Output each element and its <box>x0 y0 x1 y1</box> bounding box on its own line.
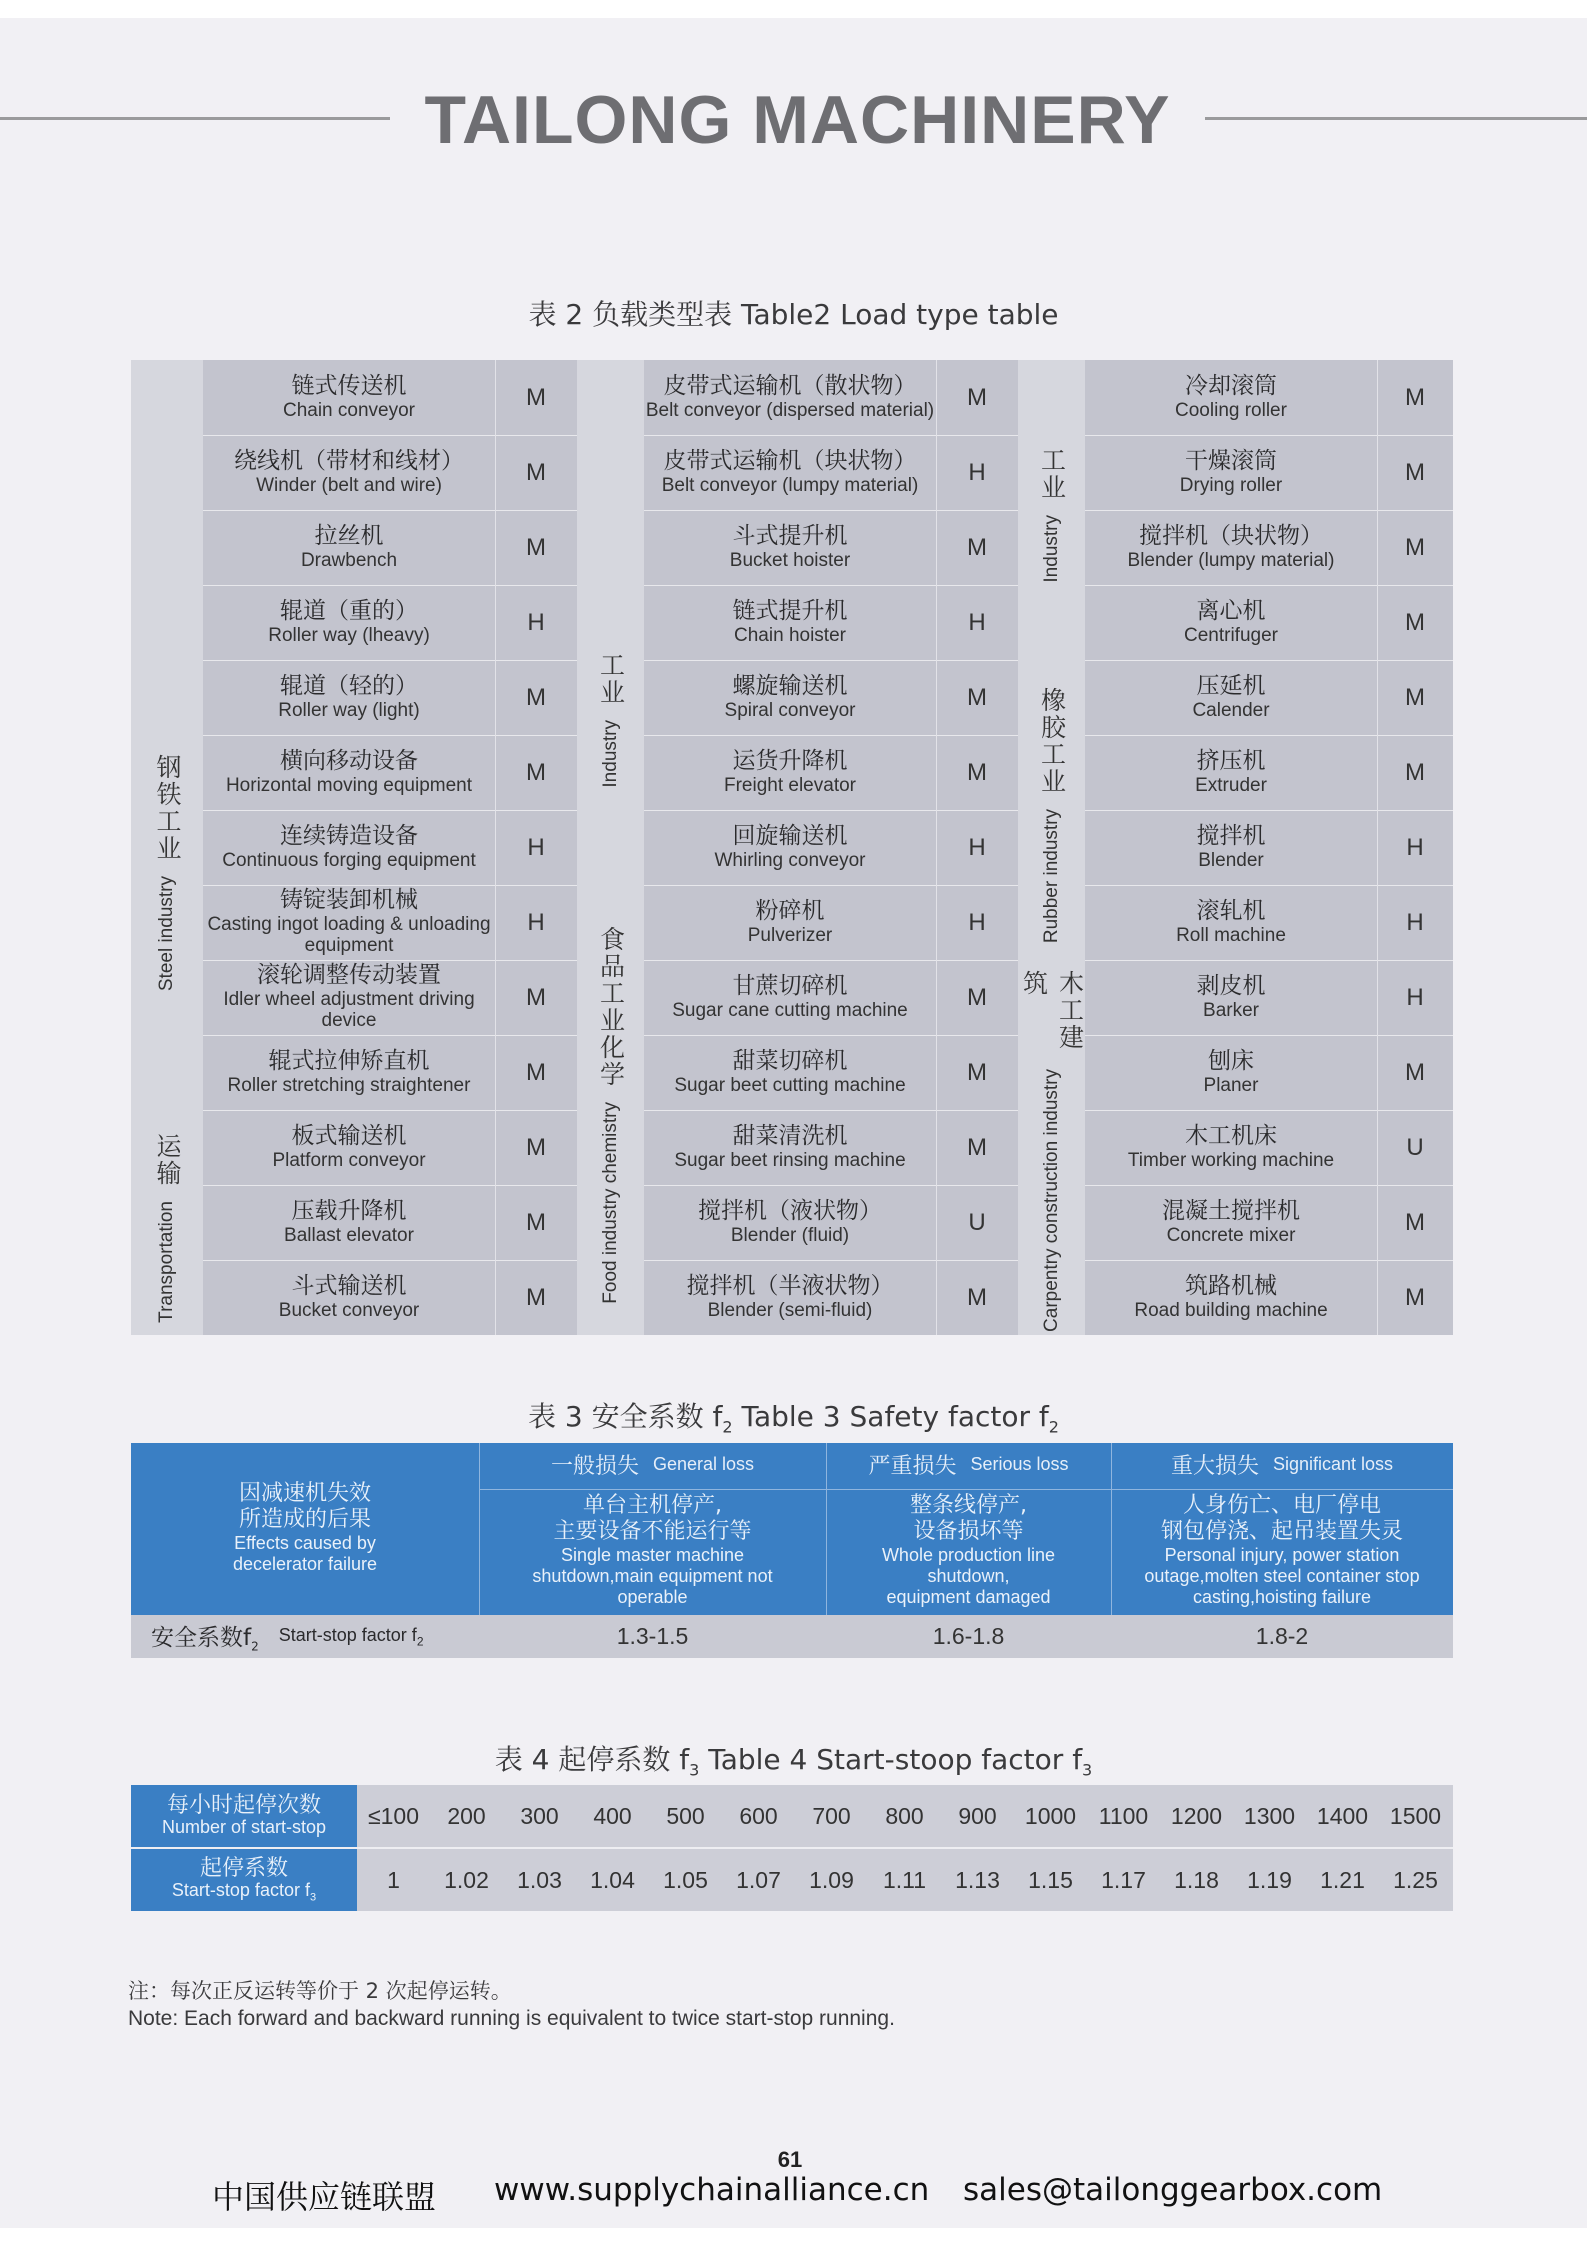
load-type-code: M <box>1405 608 1425 636</box>
load-item-name-zh: 筑路机械 <box>1185 1272 1277 1299</box>
load-item-cell <box>644 735 936 810</box>
start-stop-factor-value: 1.13 <box>955 1866 1000 1893</box>
load-item-cell <box>644 885 936 960</box>
starts-per-hour-value: 1200 <box>1170 1802 1223 1829</box>
starts-per-hour-value: 1000 <box>1024 1802 1077 1829</box>
load-item-name-en: Freight elevator <box>723 774 856 796</box>
starts-per-hour-value: 300 <box>520 1802 559 1829</box>
header-rule-left <box>0 117 390 120</box>
start-stop-factor-value: 1.07 <box>736 1866 781 1893</box>
starts-per-hour-label: 每小时起停次数 Number of start-stop <box>131 1785 357 1847</box>
start-stop-factor-value: 1.02 <box>444 1866 489 1893</box>
load-type-code: H <box>968 833 986 861</box>
load-item-name-zh: 木工机床 <box>1185 1122 1277 1149</box>
load-item-name-zh: 甜菜清洗机 <box>732 1122 848 1149</box>
group-serious-loss: 严重损失 Serious loss <box>868 1453 1069 1479</box>
load-type-code: H <box>527 608 545 636</box>
load-item-name-zh: 滚轮调整传动装置 <box>257 962 441 989</box>
load-item-name-en: Road building machine <box>1134 1299 1328 1321</box>
load-item-name-en: Centrifuger <box>1184 624 1278 646</box>
load-item-cell <box>203 360 495 435</box>
significant-loss-factor: 1.8-2 <box>1255 1623 1309 1649</box>
load-item-name-zh: 斗式提升机 <box>732 522 848 549</box>
industry-category-label <box>131 610 203 1135</box>
load-item-name-en: Belt conveyor (lumpy material) <box>661 474 919 496</box>
load-item-cell <box>203 1110 495 1185</box>
load-item-name-zh: 连续铸造设备 <box>280 822 418 849</box>
industry-category-en: Food industry chemistry <box>599 1102 621 1304</box>
load-item-name-en: Roller way (lheavy) <box>268 624 430 646</box>
load-item-name-en: Drying roller <box>1179 474 1283 496</box>
load-item-name-zh: 绕线机（带材和线材） <box>234 447 464 474</box>
load-type-code: M <box>1405 533 1425 561</box>
load-item-name-en: Chain conveyor <box>282 399 416 421</box>
industry-category-label <box>577 555 644 885</box>
load-item-name-zh: 拉丝机 <box>314 522 384 549</box>
starts-per-hour-value: 1100 <box>1098 1802 1149 1829</box>
load-item-cell <box>644 510 936 585</box>
load-item-name-zh: 皮带式运输机（散状物） <box>663 372 917 399</box>
load-item-cell <box>1085 885 1377 960</box>
load-item-name-en: Pulverizer <box>747 924 833 946</box>
load-type-code: M <box>1405 758 1425 786</box>
load-item-cell <box>1085 1185 1377 1260</box>
table3-caption: 表 3 安全系数 $f_2$ Table 3 Safety factor $f_2$ <box>528 1400 1059 1437</box>
load-item-name-en: Extruder <box>1195 774 1267 796</box>
start-stop-factor-value: 1.18 <box>1174 1866 1219 1893</box>
load-item-cell <box>1085 660 1377 735</box>
header-rule-right <box>1205 117 1587 120</box>
load-type-code: M <box>526 1058 546 1086</box>
industry-category-label <box>577 900 644 1330</box>
load-item-name-zh: 压载升降机 <box>291 1197 407 1224</box>
load-item-name-en: Winder (belt and wire) <box>256 474 442 496</box>
load-item-name-zh: 离心机 <box>1196 597 1266 624</box>
load-type-code: M <box>967 683 987 711</box>
starts-per-hour-value: 700 <box>812 1802 851 1829</box>
load-item-name-en: Ballast elevator <box>284 1224 414 1246</box>
load-type-code: M <box>526 383 546 411</box>
load-item-name-zh: 粉碎机 <box>755 897 825 924</box>
start-stop-factor-value: 1.15 <box>1028 1866 1073 1893</box>
safety-factor-row-label: 安全系数$f_2$ Start-stop factor $f_2$ <box>151 1624 424 1654</box>
load-item-name-zh: 螺旋输送机 <box>732 672 848 699</box>
load-type-code: H <box>968 608 986 636</box>
significant-loss-description: 人身伤亡、电厂停电 钢包停浇、起吊装置失灵 Personal injury, power station outage,molten steel container stop casting,hoisting failure <box>1144 1493 1420 1608</box>
load-item-name-zh: 铸锭装卸机械 <box>280 887 418 914</box>
table4-caption: 表 4 起停系数 $f_3$ Table 4 Start-stoop factor $f_3$ <box>494 1743 1093 1780</box>
note-english: Note: Each forward and backward running is equivalent to twice start-stop running. <box>128 2007 895 2030</box>
industry-category-en: Rubber industry <box>1040 808 1062 944</box>
load-item-cell <box>203 435 495 510</box>
start-stop-factor-value: 1 <box>387 1866 400 1893</box>
load-item-cell <box>203 810 495 885</box>
load-item-name-zh: 皮带式运输机（块状物） <box>663 447 917 474</box>
load-item-name-en: Chain hoister <box>734 624 846 646</box>
load-item-name-zh: 甘蔗切碎机 <box>732 972 848 999</box>
load-item-cell <box>1085 735 1377 810</box>
load-item-name-zh: 滚轧机 <box>1196 897 1266 924</box>
industry-category-en: Carpentry construction industry <box>1040 1069 1062 1332</box>
load-item-name-zh: 搅拌机（半液状物） <box>686 1272 894 1299</box>
group-general-loss: 一般损失 General loss <box>550 1453 755 1479</box>
load-item-name-zh: 甜菜切碎机 <box>732 1047 848 1074</box>
load-type-code: M <box>526 533 546 561</box>
load-type-code: M <box>526 1133 546 1161</box>
industry-category-zh: 钢铁工业 <box>153 753 182 862</box>
load-item-cell <box>644 1110 936 1185</box>
industry-category-zh: 食品工业化学 <box>596 926 626 1089</box>
load-type-code: H <box>527 833 545 861</box>
load-item-name-en: Sugar beet rinsing machine <box>674 1149 906 1171</box>
starts-per-hour-value: 1400 <box>1316 1802 1369 1829</box>
load-type-code: M <box>1405 458 1425 486</box>
load-item-name-zh: 挤压机 <box>1196 747 1266 774</box>
load-type-code: H <box>1406 833 1424 861</box>
safety-factor-table <box>131 1443 1453 1658</box>
load-type-code: H <box>1406 908 1424 936</box>
load-type-code: M <box>1405 1058 1425 1086</box>
load-item-cell <box>644 1185 936 1260</box>
load-type-code: M <box>967 1058 987 1086</box>
load-item-name-zh: 横向移动设备 <box>280 747 418 774</box>
load-item-name-zh: 回旋输送机 <box>732 822 848 849</box>
starts-per-hour-value: ≤100 <box>368 1802 419 1829</box>
start-stop-factor-value: 1.17 <box>1101 1866 1146 1893</box>
load-item-cell <box>1085 435 1377 510</box>
load-type-code: H <box>968 908 986 936</box>
load-item-name-zh: 辊式拉伸矫直机 <box>268 1047 430 1074</box>
load-type-code: M <box>1405 1283 1425 1311</box>
load-type-code: U <box>1406 1133 1424 1161</box>
load-item-cell <box>1085 1260 1377 1335</box>
starts-per-hour-value: 1300 <box>1243 1802 1296 1829</box>
note-chinese: 注：每次正反运转等价于 2 次起停运转。 <box>128 1979 512 2003</box>
brand-title: TAILONG MACHINERY <box>424 82 1171 158</box>
starts-per-hour-value: 1500 <box>1389 1802 1442 1829</box>
load-item-cell <box>203 960 495 1035</box>
load-type-code: M <box>967 1283 987 1311</box>
load-item-cell <box>203 1260 495 1335</box>
load-item-name-en: Drawbench <box>300 549 398 571</box>
load-item-cell <box>1085 585 1377 660</box>
load-item-cell <box>1085 510 1377 585</box>
industry-category-zh: 橡胶工业 <box>1037 686 1067 795</box>
load-type-code: M <box>967 383 987 411</box>
load-item-cell <box>203 660 495 735</box>
starts-per-hour-value: 500 <box>666 1802 705 1829</box>
load-item-name-en: Concrete mixer <box>1166 1224 1296 1246</box>
start-stop-factor-table <box>131 1785 1453 1911</box>
load-item-name-zh: 辊道（轻的） <box>280 672 418 699</box>
load-item-name-zh: 刨床 <box>1208 1047 1254 1074</box>
safety-corner-label: 因减速机失效 所造成的后果 Effects caused by decelerator failure <box>232 1481 378 1575</box>
industry-category-label <box>131 1120 203 1335</box>
load-type-table <box>131 360 1453 1335</box>
start-stop-factor-value: 1.05 <box>663 1866 708 1893</box>
load-item-cell <box>644 1260 936 1335</box>
group-significant-loss: 重大损失 Significant loss <box>1170 1453 1394 1479</box>
load-item-name-en: Blender <box>1198 849 1264 871</box>
load-type-code: M <box>526 1283 546 1311</box>
load-item-cell <box>203 885 495 960</box>
load-item-cell <box>203 585 495 660</box>
industry-category-label <box>1018 675 1085 955</box>
load-item-cell <box>203 510 495 585</box>
load-type-code: M <box>967 533 987 561</box>
load-item-name-zh: 辊道（重的） <box>280 597 418 624</box>
load-item-name-zh: 压延机 <box>1196 672 1266 699</box>
industry-category-en: Industry <box>1040 515 1062 583</box>
load-item-name-en: Calender <box>1192 699 1270 721</box>
load-item-name-en: Continuous forging equipment <box>222 849 476 871</box>
load-item-cell <box>644 360 936 435</box>
load-type-code: M <box>967 983 987 1011</box>
load-item-name-en: Spiral conveyor <box>724 699 856 721</box>
industry-category-zh: 木工建筑 <box>1019 970 1085 1051</box>
start-stop-factor-value: 1.11 <box>882 1866 927 1893</box>
page-header <box>0 75 1587 165</box>
starts-per-hour-value: 900 <box>958 1802 997 1829</box>
load-item-name-zh: 干燥滚筒 <box>1185 447 1277 474</box>
load-item-name-en: Sugar cane cutting machine <box>672 999 908 1021</box>
load-item-name-zh: 冷却滚筒 <box>1185 372 1277 399</box>
load-item-name-en: Belt conveyor (dispersed material) <box>645 399 935 421</box>
load-type-code: M <box>967 758 987 786</box>
serious-loss-description: 整条线停产, 设备损坏等 Whole production line shutdown, equipment damaged <box>881 1493 1056 1608</box>
load-item-name-en: Cooling roller <box>1175 399 1287 421</box>
general-loss-description: 单台主机停产, 主要设备不能运行等 Single master machine shutdown,main equipment not operable <box>532 1493 773 1608</box>
industry-category-en: Industry <box>599 720 621 788</box>
load-item-name-zh: 链式传送机 <box>291 372 407 399</box>
start-stop-factor-value: 1.09 <box>809 1866 854 1893</box>
load-item-cell <box>203 735 495 810</box>
industry-category-en: Transportation <box>156 1200 177 1323</box>
load-item-name-en: Barker <box>1203 999 1259 1021</box>
load-item-cell <box>203 1185 495 1260</box>
load-item-name-zh: 运货升降机 <box>732 747 848 774</box>
load-item-name-zh: 搅拌机 <box>1196 822 1266 849</box>
load-item-cell <box>644 960 936 1035</box>
industry-category-en: Steel industry <box>156 875 177 992</box>
start-stop-factor-value: 1.04 <box>590 1866 635 1893</box>
load-item-cell <box>1085 810 1377 885</box>
starts-per-hour-value: 200 <box>447 1802 486 1829</box>
load-item-name-zh: 混凝土搅拌机 <box>1162 1197 1300 1224</box>
page-number: 61 <box>777 2147 803 2172</box>
load-item-name-en: Timber working machine <box>1127 1149 1335 1171</box>
load-type-code: M <box>1405 383 1425 411</box>
load-type-code: M <box>1405 683 1425 711</box>
industry-category-zh: 工业 <box>596 652 626 707</box>
load-item-name-zh: 搅拌机（液状物） <box>698 1197 882 1224</box>
load-item-cell <box>1085 960 1377 1035</box>
load-type-code: M <box>526 1208 546 1236</box>
footer-organization: 中国供应链联盟 <box>212 2178 437 2216</box>
footer-website-link[interactable]: www.supplychainalliance.cn <box>494 2172 930 2208</box>
load-item-name-en: Blender (fluid) <box>730 1224 850 1246</box>
industry-category-label <box>1018 435 1085 595</box>
load-item-name-en: Sugar beet cutting machine <box>674 1074 906 1096</box>
load-item-cell <box>644 435 936 510</box>
load-item-name-zh: 剥皮机 <box>1196 972 1266 999</box>
load-item-cell <box>644 660 936 735</box>
load-item-name-en: Bucket hoister <box>729 549 851 571</box>
load-item-cell <box>644 585 936 660</box>
load-item-cell <box>644 810 936 885</box>
serious-loss-factor: 1.6-1.8 <box>932 1623 1005 1649</box>
starts-per-hour-value: 400 <box>593 1802 632 1829</box>
load-item-name-en: Horizontal moving equipment <box>225 774 473 796</box>
start-stop-factor-value: 1.03 <box>517 1866 562 1893</box>
load-item-name-zh: 链式提升机 <box>732 597 848 624</box>
load-item-name-en: Roller way (light) <box>278 699 420 721</box>
starts-per-hour-value: 800 <box>885 1802 924 1829</box>
load-type-code: H <box>968 458 986 486</box>
load-type-code: H <box>527 908 545 936</box>
start-stop-factor-label: 起停系数 Start-stop factor $f_3$ <box>131 1849 357 1911</box>
footer-email-link[interactable]: sales@tailonggearbox.com <box>963 2172 1383 2208</box>
load-item-name-en: Blender (semi-fluid) <box>707 1299 873 1321</box>
load-item-name-zh: 搅拌机（块状物） <box>1139 522 1323 549</box>
load-item-name-en: Roll machine <box>1176 924 1286 946</box>
start-stop-factor-value: 1.19 <box>1247 1866 1292 1893</box>
load-item-name-en: Whirling conveyor <box>714 849 866 871</box>
load-item-name-en: Planer <box>1203 1074 1259 1096</box>
load-item-name-en: Casting ingot loading & unloading equipment <box>207 914 491 957</box>
load-item-name-en: Idler wheel adjustment driving device <box>223 989 475 1032</box>
load-item-name-en: Platform conveyor <box>272 1149 426 1171</box>
starts-per-hour-value: 600 <box>739 1802 778 1829</box>
start-stop-factor-value: 1.25 <box>1393 1866 1438 1893</box>
load-item-cell <box>1085 1110 1377 1185</box>
table2-caption: 表 2 负载类型表 Table2 Load type table <box>528 298 1059 331</box>
load-item-cell <box>1085 1035 1377 1110</box>
load-type-code: M <box>967 1133 987 1161</box>
load-type-code: M <box>526 683 546 711</box>
load-type-code: M <box>526 458 546 486</box>
industry-category-zh: 运输 <box>153 1132 182 1187</box>
start-stop-factor-value: 1.21 <box>1320 1866 1365 1893</box>
load-type-code: H <box>1406 983 1424 1011</box>
load-item-name-en: Blender (lumpy material) <box>1127 549 1335 571</box>
general-loss-factor: 1.3-1.5 <box>616 1623 689 1649</box>
industry-category-label <box>1018 970 1085 1332</box>
load-item-name-zh: 板式输送机 <box>291 1122 407 1149</box>
load-type-code: M <box>1405 1208 1425 1236</box>
load-type-code: M <box>526 983 546 1011</box>
load-item-cell <box>644 1035 936 1110</box>
load-item-cell <box>1085 360 1377 435</box>
load-item-cell <box>203 1035 495 1110</box>
load-item-name-en: Roller stretching straightener <box>227 1074 471 1096</box>
load-item-name-en: Bucket conveyor <box>278 1299 420 1321</box>
load-item-name-zh: 斗式输送机 <box>291 1272 407 1299</box>
industry-category-zh: 工业 <box>1037 447 1067 502</box>
load-type-code: M <box>526 758 546 786</box>
load-type-code: U <box>968 1208 986 1236</box>
